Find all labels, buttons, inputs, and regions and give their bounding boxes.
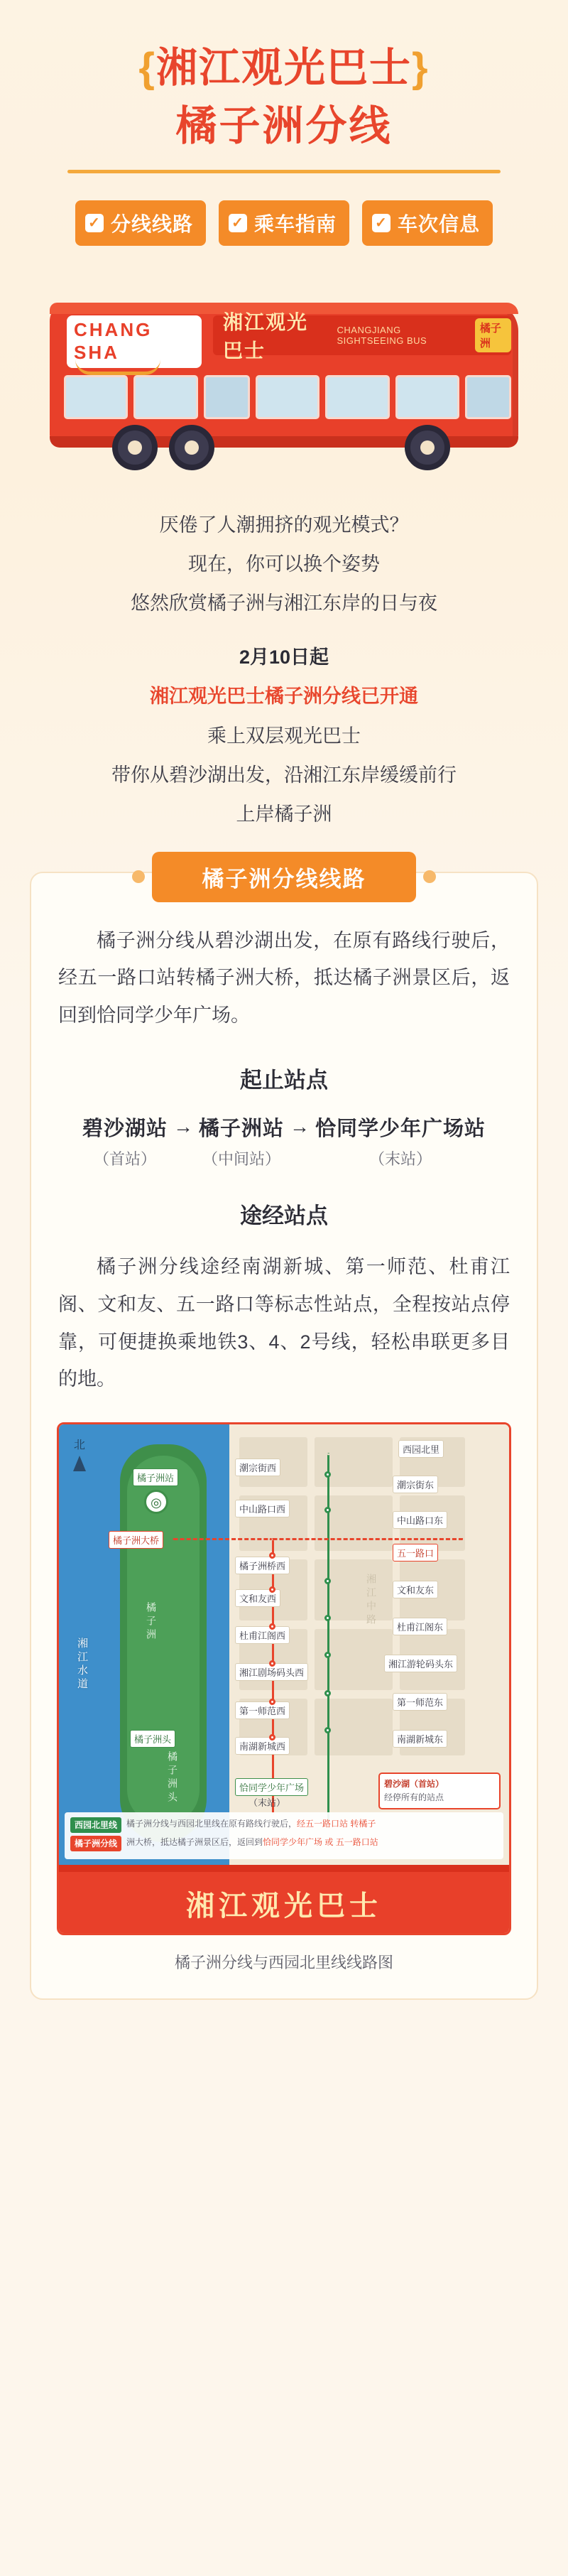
intro-text [36, 506, 532, 835]
map-island-label-2: 橘子洲头 [167, 1751, 178, 1806]
map-label-orange-isle-head: 橘子洲头 [130, 1730, 175, 1748]
map-label-orange-isle-bridge: 橘子洲大桥 [109, 1531, 163, 1549]
map-stop-dot [269, 1734, 275, 1741]
bus-wheel [405, 425, 450, 470]
map-infobox [378, 1773, 501, 1809]
bus-banner [213, 310, 511, 362]
legend-chip-red: 橘子洲分线 [70, 1836, 121, 1851]
tag-row [0, 200, 568, 246]
map-label-c2-5: 杜甫江阁东 [393, 1618, 447, 1635]
legend-chip-green: 西园北里线 [70, 1817, 121, 1833]
map-island-label: 橘子洲 [146, 1602, 157, 1643]
tag-guide-label: 乘车指南 [253, 212, 337, 235]
tag-route[interactable] [75, 200, 206, 246]
station-middle [199, 1113, 284, 1169]
station-first [82, 1113, 168, 1169]
bus-window [64, 375, 128, 419]
intro-line-1: 厌倦了人潮拥挤的观光模式？ [159, 514, 409, 536]
map-stop-dot-green [324, 1578, 331, 1584]
map-block [315, 1437, 393, 1487]
compass-north-icon [73, 1456, 86, 1471]
map-road-vertical-label: 湘江中路 [366, 1574, 377, 1628]
arrow-icon: → [173, 1115, 193, 1138]
intro-line-5: 带你从碧沙湖出发，沿湘江东岸缓缓前行 [111, 764, 457, 786]
tag-route-label: 分线线路 [110, 212, 193, 235]
map-stop-dot [269, 1623, 275, 1630]
tag-guide[interactable] [219, 200, 349, 246]
route-line-red-horizontal [272, 1538, 464, 1540]
station-role: （中间站） [202, 1150, 280, 1169]
subhead-stops: 途经站点 [240, 1203, 328, 1229]
page-header [0, 0, 568, 246]
station-name: 碧沙湖站 [82, 1117, 168, 1141]
map-legend [65, 1812, 503, 1859]
subhead-start-end: 起止站点 [240, 1068, 328, 1093]
map-label-c2-1: 潮宗街东 [393, 1476, 438, 1493]
map-banner-stripe [59, 1865, 509, 1872]
bus-wheel [112, 425, 158, 470]
map-label-c1-7: 南湖新城西 [235, 1737, 290, 1755]
map-label-c2-0: 西园北里 [398, 1440, 444, 1458]
intro-start-date: 2月10日起 [239, 646, 329, 668]
bus-window [325, 375, 389, 419]
map-label-c2-8: 南湖新城东 [393, 1730, 447, 1748]
map-river-label: 湘江水道 [76, 1638, 88, 1692]
map-banner [59, 1865, 509, 1933]
check-icon: ✓ [85, 214, 104, 232]
map-stop-dot-green [324, 1690, 331, 1696]
bus-banner-title: 湘江观光巴士 [223, 310, 309, 362]
station-name: 恰同学少年广场站 [315, 1117, 486, 1141]
map-legend-row-green [70, 1817, 498, 1833]
bus-lower-windows [64, 375, 511, 419]
map-label-c1-3: 文和友西 [235, 1589, 280, 1607]
compass-label: 北 [73, 1439, 85, 1452]
map-label-c1-0: 潮宗街西 [235, 1459, 280, 1476]
map-compass [73, 1436, 86, 1471]
map-block [315, 1495, 393, 1551]
station-list [31, 1113, 537, 1169]
tag-schedule[interactable] [362, 200, 493, 246]
intro-line-4: 乘上双层观光巴士 [207, 725, 361, 747]
intro-line-6: 上岸橘子洲 [236, 803, 332, 826]
intro-line-2: 现在，你可以换个姿势 [188, 553, 380, 575]
check-icon: ✓ [229, 214, 247, 232]
map-block [315, 1629, 393, 1690]
intro-line-3: 悠然欣赏橘子洲与湘江东岸的日与夜 [131, 592, 437, 615]
map-label-c1-5: 湘江剧场码头西 [235, 1663, 308, 1681]
station-last [315, 1113, 486, 1169]
map-label-c1-6: 第一师范西 [235, 1701, 290, 1719]
title-underline [67, 170, 501, 173]
map-label-c2-6: 湘江游轮码头东 [384, 1655, 457, 1672]
bus-window [256, 375, 320, 419]
map-label-wuyi-road: 五一路口 [393, 1544, 438, 1562]
map-label-c1-2: 橘子洲桥西 [235, 1557, 290, 1574]
station-name: 橘子洲站 [198, 1117, 284, 1141]
route-line-red-bridge [173, 1538, 272, 1540]
title-line-2: 橘子洲分线 [175, 102, 393, 149]
bus-wheel [169, 425, 214, 470]
map-infobox-title: 碧沙湖（首站） [384, 1778, 444, 1789]
map-stop-dot-green [324, 1471, 331, 1478]
bus-door [204, 375, 250, 419]
map-label-c2-2: 中山路口东 [393, 1511, 447, 1529]
bus-brand-line1: CHANG [74, 318, 153, 340]
map-legend-row-red [70, 1836, 498, 1851]
route-paragraph-1: 橘子洲分线从碧沙湖出发，在原有路线行驶后，经五一路口站转橘子洲大桥，抵达橘子洲景区后，返回到恰同学少年广场。 [58, 929, 510, 1026]
map-infobox-head [384, 1777, 495, 1791]
swoosh-icon [75, 359, 160, 375]
check-icon: ✓ [372, 214, 390, 232]
map-stop-dot [269, 1660, 275, 1667]
map-label-c2-4: 文和友东 [393, 1581, 438, 1598]
map-stop-dot-green [324, 1727, 331, 1733]
map-label-c2-7: 第一师范东 [393, 1693, 447, 1711]
map-stop-dot-green [324, 1652, 331, 1658]
legend-text-green: 橘子洲分线与西园北里线在原有路线行驶后，经五一路口站 转橘子 [126, 1819, 376, 1829]
map-block [315, 1559, 393, 1620]
map-stop-dot-green [324, 1615, 331, 1621]
bus-window [133, 375, 197, 419]
bus-illustration [36, 274, 532, 466]
map-label-orange-isle-station: 橘子洲站 [133, 1468, 178, 1486]
title-brace-open: { [138, 45, 156, 91]
legend-text-red: 洲大桥，抵达橘子洲景区后，返回到恰同学少年广场 或 五一路口站 [126, 1837, 378, 1848]
tag-schedule-label: 车次信息 [398, 212, 481, 235]
route-paragraph-2: 橘子洲分线途经南湖新城、第一师范、杜甫江阁、文和友、五一路口等标志性站点，全程按站点停靠，可便捷换乘地铁3、4、2号线，轻松串联更多目的地。 [58, 1256, 510, 1390]
title-line-1: 湘江观光巴士 [155, 45, 412, 91]
bus-window [395, 375, 459, 419]
bus-door [465, 375, 511, 419]
map-island-pin-icon[interactable]: ◎ [144, 1490, 168, 1514]
page-title [0, 43, 568, 94]
station-role: （首站） [93, 1150, 156, 1169]
bus-banner-badge: 橘子洲 [475, 318, 511, 352]
intro-highlight: 湘江观光巴士橘子洲分线已开通 [150, 686, 418, 708]
map-label-c1-1: 中山路口西 [235, 1500, 290, 1517]
map-label-c1-4: 杜甫江阁西 [235, 1626, 290, 1644]
map-infobox-line: 经停所有的站点 [384, 1792, 444, 1802]
route-map-card[interactable] [57, 1422, 511, 1935]
route-map[interactable] [59, 1424, 509, 1865]
map-banner-text: 湘江观光巴士 [186, 1890, 382, 1922]
bus-brand-line2: SHA [74, 341, 119, 363]
bus-banner-subtitle: CHANGJIANG SIGHTSEEING BUS [337, 324, 427, 346]
map-label-last-stop-role: （末站） [248, 1797, 286, 1809]
route-card [30, 866, 538, 2000]
map-stop-dot [269, 1699, 275, 1705]
arrow-icon: → [290, 1115, 310, 1138]
map-label-last-stop: 恰同学少年广场 [235, 1778, 308, 1796]
map-stop-dot [269, 1552, 275, 1559]
route-card-title: 橘子洲分线线路 [152, 852, 416, 902]
title-brace-close: } [412, 45, 430, 91]
map-caption: 橘子洲分线与西园北里线线路图 [174, 1954, 393, 1972]
bus-brand-text [74, 318, 152, 364]
station-role: （末站） [369, 1150, 432, 1169]
map-stop-dot [269, 1586, 275, 1593]
map-stop-dot-green [324, 1507, 331, 1513]
